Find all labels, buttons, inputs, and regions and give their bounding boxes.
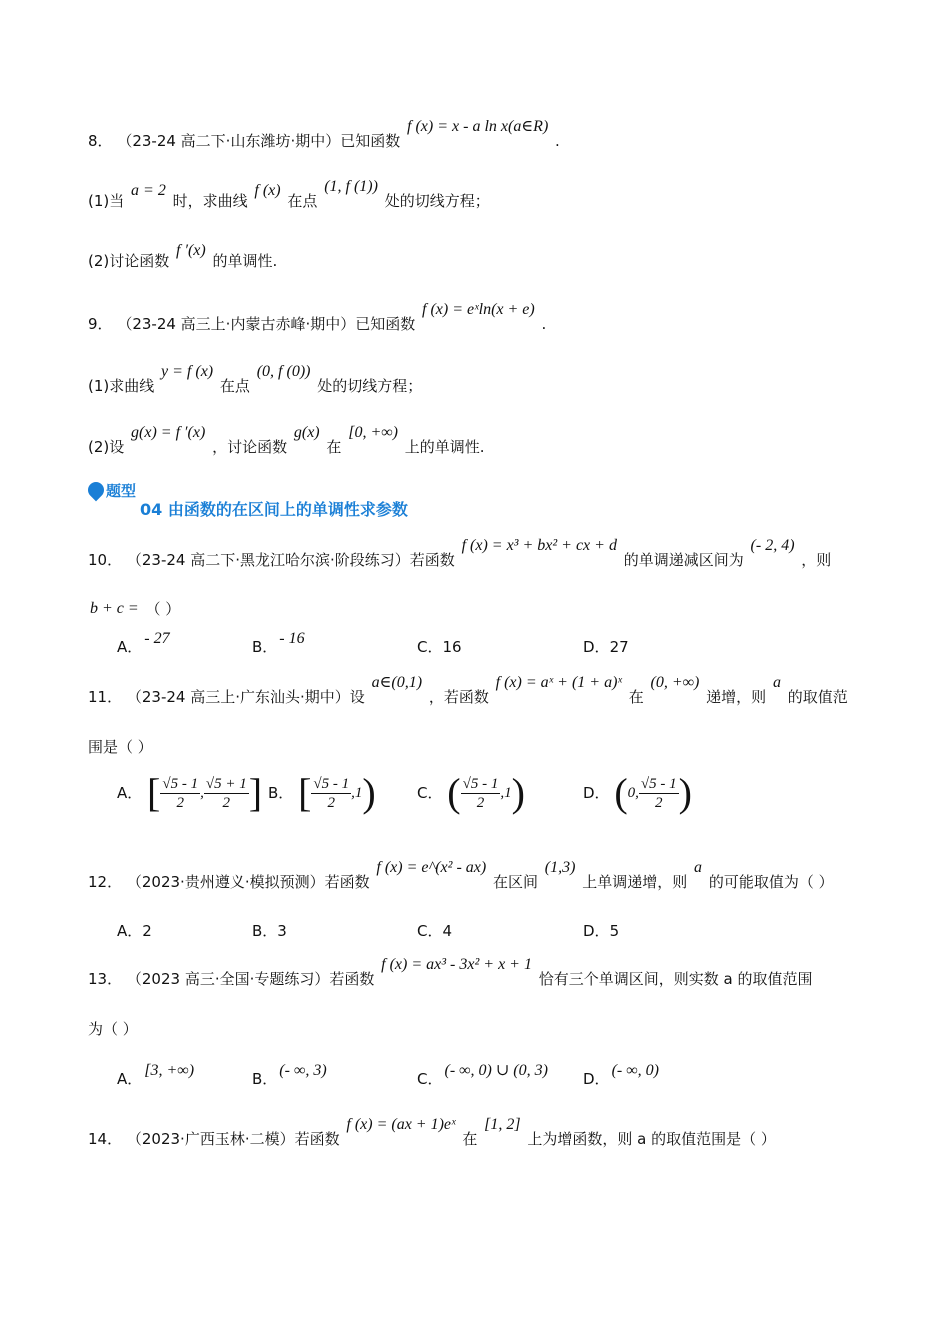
option-letter: C． <box>417 1070 443 1088</box>
option-d[interactable] <box>583 920 619 942</box>
text: 递增，则 <box>706 688 767 706</box>
option-d[interactable] <box>583 636 629 658</box>
option-c[interactable] <box>417 770 525 815</box>
math-expression: (1,3) <box>544 859 576 876</box>
bracket: ) <box>678 770 692 815</box>
text: 时，求曲线 <box>172 192 248 210</box>
denominator: 2 <box>476 794 485 811</box>
text: ,1 <box>500 785 512 801</box>
option-value: 2 <box>142 922 152 940</box>
option-letter: C． <box>417 784 443 802</box>
numerator: √5 - 1 <box>640 775 677 792</box>
problem-9-part-2 <box>88 424 485 458</box>
math-expression: (0, +∞) <box>650 674 700 691</box>
text: 的单调递减区间为 <box>623 551 744 569</box>
text: (1)求曲线 <box>88 377 155 395</box>
option-c[interactable] <box>417 920 452 942</box>
option-letter: B． <box>252 1070 278 1088</box>
option-value: 4 <box>442 922 453 940</box>
fraction <box>311 775 351 812</box>
option-letter: A． <box>117 784 143 802</box>
math-expression: a = 2 <box>131 182 166 199</box>
problem-11-continued <box>88 736 153 758</box>
bracket: [ <box>298 770 312 815</box>
fraction <box>461 775 501 812</box>
problem-8-part-2 <box>88 242 278 272</box>
math-expression: [1, 2] <box>484 1116 521 1133</box>
bracket: ( <box>614 770 628 815</box>
option-letter: B． <box>252 638 278 656</box>
option-value: (- ∞, 0) <box>611 1062 659 1079</box>
bracket: ) <box>511 770 525 815</box>
numerator: √5 - 1 <box>162 775 199 792</box>
problem-number: 12． <box>88 873 123 891</box>
option-c[interactable] <box>417 1062 550 1090</box>
problem-source: （2023·广西玉林·二模）若函数 <box>126 1130 340 1148</box>
option-value: 5 <box>609 922 620 940</box>
numerator: √5 - 1 <box>462 775 499 792</box>
option-b[interactable] <box>252 630 307 658</box>
math-variable: a <box>772 674 781 691</box>
option-letter: A． <box>117 922 143 940</box>
option-a[interactable] <box>117 1062 196 1090</box>
text: ，讨论函数 <box>212 438 288 456</box>
option-d[interactable] <box>583 770 692 815</box>
math-expression: f (x) = eˣln(x + e) <box>422 301 535 318</box>
section-label: 题型 <box>106 482 137 500</box>
option-letter: D． <box>583 638 610 656</box>
option-c[interactable] <box>417 636 462 658</box>
math-expression: f (x) = aˣ + (1 + a)ˣ <box>495 674 622 691</box>
option-value: 3 <box>277 922 287 940</box>
text: 在点 <box>287 192 318 210</box>
math-expression: f ′(x) <box>176 242 206 259</box>
text: 在 <box>462 1130 478 1148</box>
option-d[interactable] <box>583 1062 661 1090</box>
fraction <box>639 775 679 812</box>
separator: , <box>200 785 204 801</box>
math-expression: y = f (x) <box>161 363 214 380</box>
option-letter: B． <box>252 922 278 940</box>
text: 在 <box>326 438 342 456</box>
problem-8-part-1 <box>88 178 490 212</box>
punctuation: . <box>541 315 547 333</box>
punctuation: . <box>555 132 560 150</box>
problem-source: （23-24 高二下·山东潍坊·期中）已知函数 <box>117 132 401 150</box>
problem-source: （2023·贵州遵义·模拟预测）若函数 <box>126 873 370 891</box>
problem-source: （2023 高三·全国·专题练习）若函数 <box>126 970 375 988</box>
option-value: - 27 <box>144 630 170 647</box>
problem-13-continued <box>88 1018 138 1040</box>
text: 在区间 <box>493 873 539 891</box>
problem-source: （23-24 高二下·黑龙江哈尔滨·阶段练习）若函数 <box>126 551 455 569</box>
text: 在 <box>628 688 644 706</box>
numerator: √5 + 1 <box>205 775 247 792</box>
problem-number: 9． <box>88 315 113 333</box>
problem-10-continued <box>88 598 180 620</box>
text: 的取值范 <box>787 688 848 706</box>
option-value: - 16 <box>279 630 305 647</box>
option-letter: D． <box>583 922 610 940</box>
option-letter: D． <box>583 784 610 802</box>
numerator: √5 - 1 <box>313 775 350 792</box>
problem-11 <box>88 674 848 708</box>
section-title: 04 由函数的在区间上的单调性求参数 <box>140 500 408 519</box>
text: ，则 <box>801 551 832 569</box>
problem-number: 13． <box>88 970 123 988</box>
fraction <box>160 775 200 812</box>
text: ，若函数 <box>428 688 489 706</box>
problem-13 <box>88 956 813 990</box>
option-value <box>447 770 525 815</box>
option-letter: A． <box>117 638 143 656</box>
math-expression: (1, f (1)) <box>324 178 378 195</box>
problem-source: （23-24 高三上·内蒙古赤峰·期中）已知函数 <box>117 315 416 333</box>
problem-number: 14． <box>88 1130 123 1148</box>
option-letter: A． <box>117 1070 143 1088</box>
text: 处的切线方程； <box>317 377 423 395</box>
bracket: ) <box>362 770 376 815</box>
math-expression: (- 2, 4) <box>750 537 795 554</box>
problem-12 <box>88 859 834 893</box>
option-value <box>298 770 376 815</box>
text: 上的单调性. <box>404 438 485 456</box>
text: 围是（ ） <box>88 738 153 756</box>
option-b[interactable] <box>252 1062 329 1090</box>
math-expression: a∈(0,1) <box>371 674 423 691</box>
option-value <box>147 770 263 815</box>
math-expression: g(x) <box>293 424 320 441</box>
math-expression: f (x) = x - a ln x(a∈R) <box>407 118 549 135</box>
math-expression: (0, f (0)) <box>256 363 311 380</box>
fraction <box>204 775 249 812</box>
denominator: 2 <box>176 794 184 811</box>
option-a[interactable] <box>117 770 263 815</box>
text: (1)当 <box>88 192 125 210</box>
text: 在点 <box>219 377 250 395</box>
problem-10 <box>88 537 832 571</box>
math-expression: f (x) = x³ + bx² + cx + d <box>461 537 617 554</box>
option-a[interactable] <box>117 920 152 942</box>
location-pin-icon <box>85 479 108 502</box>
math-expression: f (x) = (ax + 1)eˣ <box>346 1116 456 1133</box>
option-b[interactable] <box>268 770 376 815</box>
text: 处的切线方程； <box>384 192 490 210</box>
text: 为（ ） <box>88 1020 138 1038</box>
answer-blank: （ ） <box>145 600 181 618</box>
math-expression: [0, +∞) <box>348 424 398 441</box>
text: 恰有三个单调区间，则实数 a 的取值范围 <box>538 970 813 988</box>
problem-number: 10． <box>88 551 123 569</box>
text: 的单调性. <box>212 252 278 270</box>
option-letter: C． <box>417 922 443 940</box>
option-value: (- ∞, 0) ∪ (0, 3) <box>444 1062 548 1079</box>
text: (2)设 <box>88 438 125 456</box>
problem-source: （23-24 高三上·广东汕头·期中）设 <box>126 688 365 706</box>
bracket: ] <box>248 770 263 815</box>
bracket: [ <box>147 770 161 815</box>
option-value: 27 <box>609 638 629 656</box>
math-expression: f (x) = e^(x² - ax) <box>376 859 487 876</box>
text: 的可能取值为（ ） <box>708 873 834 891</box>
option-b[interactable] <box>252 920 287 942</box>
math-expression: b + c = <box>90 600 139 617</box>
text: 上为增函数，则 a 的取值范围是（ ） <box>527 1130 776 1148</box>
math-expression: g(x) = f ′(x) <box>131 424 206 441</box>
math-expression: f (x) = ax³ - 3x² + x + 1 <box>381 956 532 973</box>
denominator: 2 <box>655 794 663 811</box>
option-letter: C． <box>417 638 443 656</box>
problem-8 <box>88 118 560 152</box>
text: ,1 <box>351 785 363 801</box>
problem-9 <box>88 301 547 335</box>
option-letter: D． <box>583 1070 610 1088</box>
denominator: 2 <box>327 794 336 811</box>
bracket: ( <box>447 770 461 815</box>
text: 0, <box>627 785 639 801</box>
math-variable: a <box>694 859 703 876</box>
option-value: 16 <box>442 638 462 656</box>
problem-number: 11． <box>88 688 123 706</box>
denominator: 2 <box>222 794 231 811</box>
text: 上单调递增，则 <box>582 873 688 891</box>
problem-14 <box>88 1116 776 1150</box>
option-value: (- ∞, 3) <box>279 1062 327 1079</box>
problem-9-part-1 <box>88 363 423 397</box>
problem-number: 8． <box>88 132 113 150</box>
option-value: [3, +∞) <box>144 1062 195 1079</box>
option-value <box>614 770 692 815</box>
option-a[interactable] <box>117 630 172 658</box>
text: (2)讨论函数 <box>88 252 170 270</box>
option-letter: B． <box>268 784 294 802</box>
math-expression: f (x) <box>254 182 281 199</box>
